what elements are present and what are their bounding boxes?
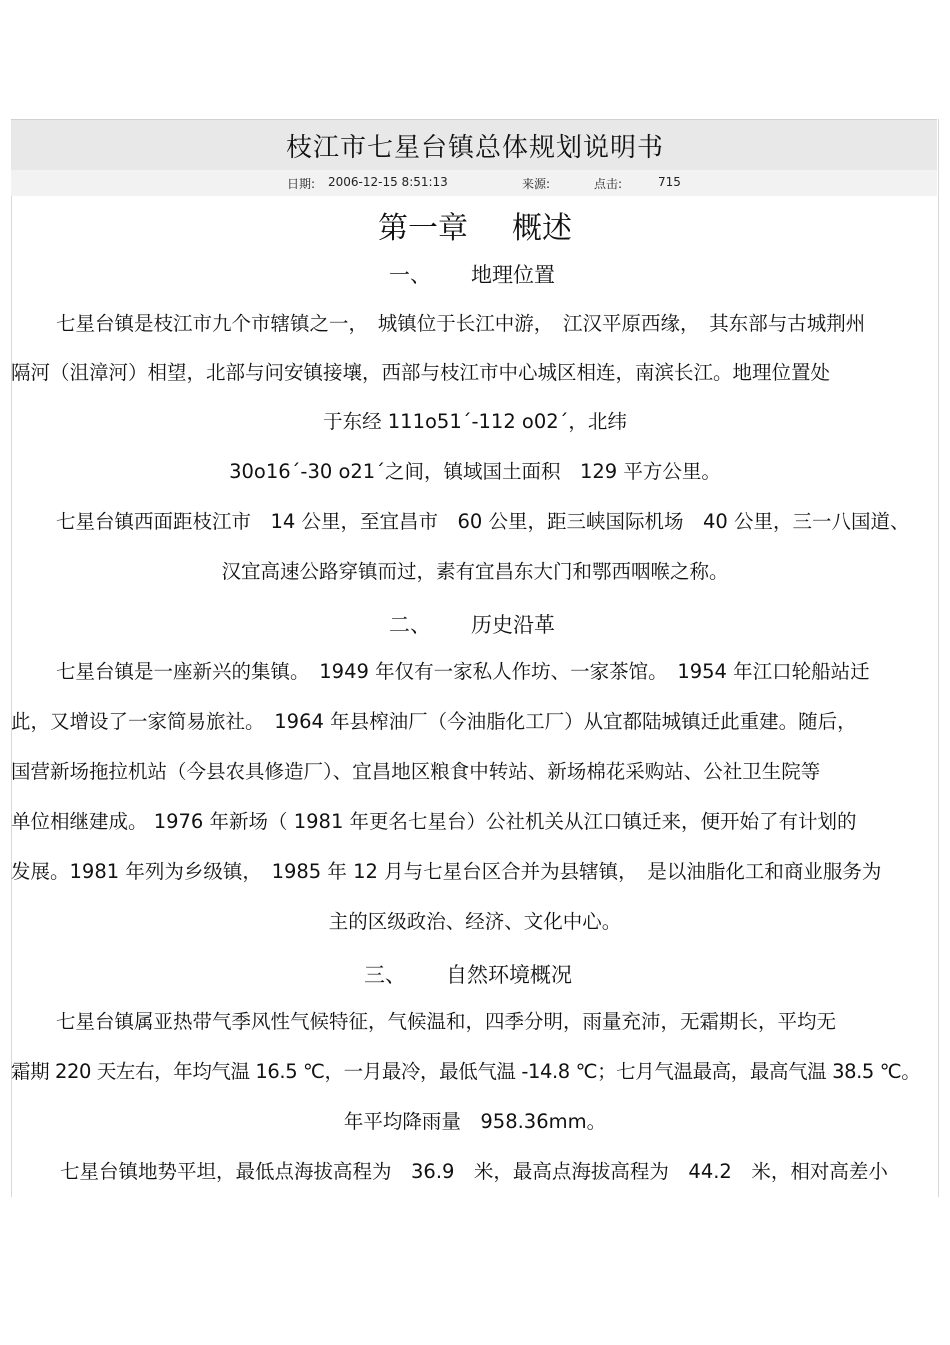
body-line: 七星台镇西面距枝江市 14 公里，至宜昌市 60 公里，距三峡国际机场 40 公里，三一八国道、 [56, 510, 910, 533]
body-line: 汉宜高速公路穿镇而过，素有宜昌东大门和鄂西咽喉之称。 [221, 560, 729, 583]
chapter-title: 概述 [512, 211, 572, 246]
section-title: 地理位置 [471, 263, 555, 287]
section-heading-3 [364, 959, 572, 989]
date-label: 日期: [287, 177, 316, 191]
section-title: 历史沿革 [471, 613, 555, 637]
body-line: 单位相继建成。 1976 年新场（ 1981 年更名七星台）公社机关从江口镇迁来，便开始了有计划的 [11, 810, 857, 833]
body-line: 发展。1981 年列为乡级镇， 1985 年 12 月与七星台区合并为县辖镇， 是以油脂化工和商业服务为 [11, 860, 882, 883]
meta-bar [11, 170, 937, 196]
body-line: 于东经 111o51ˊ-112 o02ˊ，北纬 [323, 410, 627, 433]
clicks-label: 点击: [594, 177, 623, 191]
date-value: 2006-12-15 8:51:13 [328, 175, 448, 189]
section-heading-2 [389, 609, 555, 639]
body-line: 隔河（沮漳河）相望，北部与问安镇接壤，西部与枝江市中心城区相连，南滨长江。地理位置处 [11, 361, 831, 384]
body-line: 30o16ˊ-30 o21ˊ之间，镇域国土面积 129 平方公里。 [229, 460, 721, 483]
section-heading-1 [389, 259, 555, 289]
body-line: 主的区级政治、经济、文化中心。 [328, 910, 622, 933]
body-line: 霜期 220 天左右，年均气温 16.5 ℃，一月最冷，最低气温 -14.8 ℃；七月气温最高，最高气温 38.5 ℃。 [11, 1060, 921, 1083]
section-number: 一、 [389, 263, 431, 287]
body-line: 此，又增设了一家简易旅社。 1964 年县榨油厂（今油脂化工厂）从宜都陆城镇迁此重建。随后， [11, 710, 857, 733]
section-title: 自然环境概况 [446, 963, 572, 987]
section-number: 二、 [389, 613, 431, 637]
body-line: 七星台镇属亚热带气季风性气候特征，气候温和，四季分明，雨量充沛，无霜期长，平均无 [56, 1010, 837, 1033]
source-label: 来源: [522, 177, 551, 191]
chapter-number: 第一章 [378, 211, 468, 246]
chapter-heading [0, 203, 950, 247]
page-title: 枝江市七星台镇总体规划说明书 [285, 133, 664, 163]
clicks-value: 715 [658, 175, 681, 189]
section-number: 三、 [364, 963, 406, 987]
body-line: 七星台镇是一座新兴的集镇。 1949 年仅有一家私人作坊、一家茶馆。 1954 年江口轮船站迁 [56, 660, 870, 683]
body-line: 七星台镇是枝江市九个市辖镇之一， 城镇位于长江中游， 江汉平原西缘， 其东部与古城荆州 [56, 312, 866, 335]
body-line: 七星台镇地势平坦，最低点海拔高程为 36.9 米，最高点海拔高程为 44.2 米，相对高差小 [60, 1160, 888, 1183]
body-line: 国营新场拖拉机站（今县农具修造厂）、宜昌地区粮食中转站、新场棉花采购站、公社卫生院等 [11, 760, 821, 783]
body-line: 年平均降雨量 958.36mm。 [343, 1110, 607, 1133]
